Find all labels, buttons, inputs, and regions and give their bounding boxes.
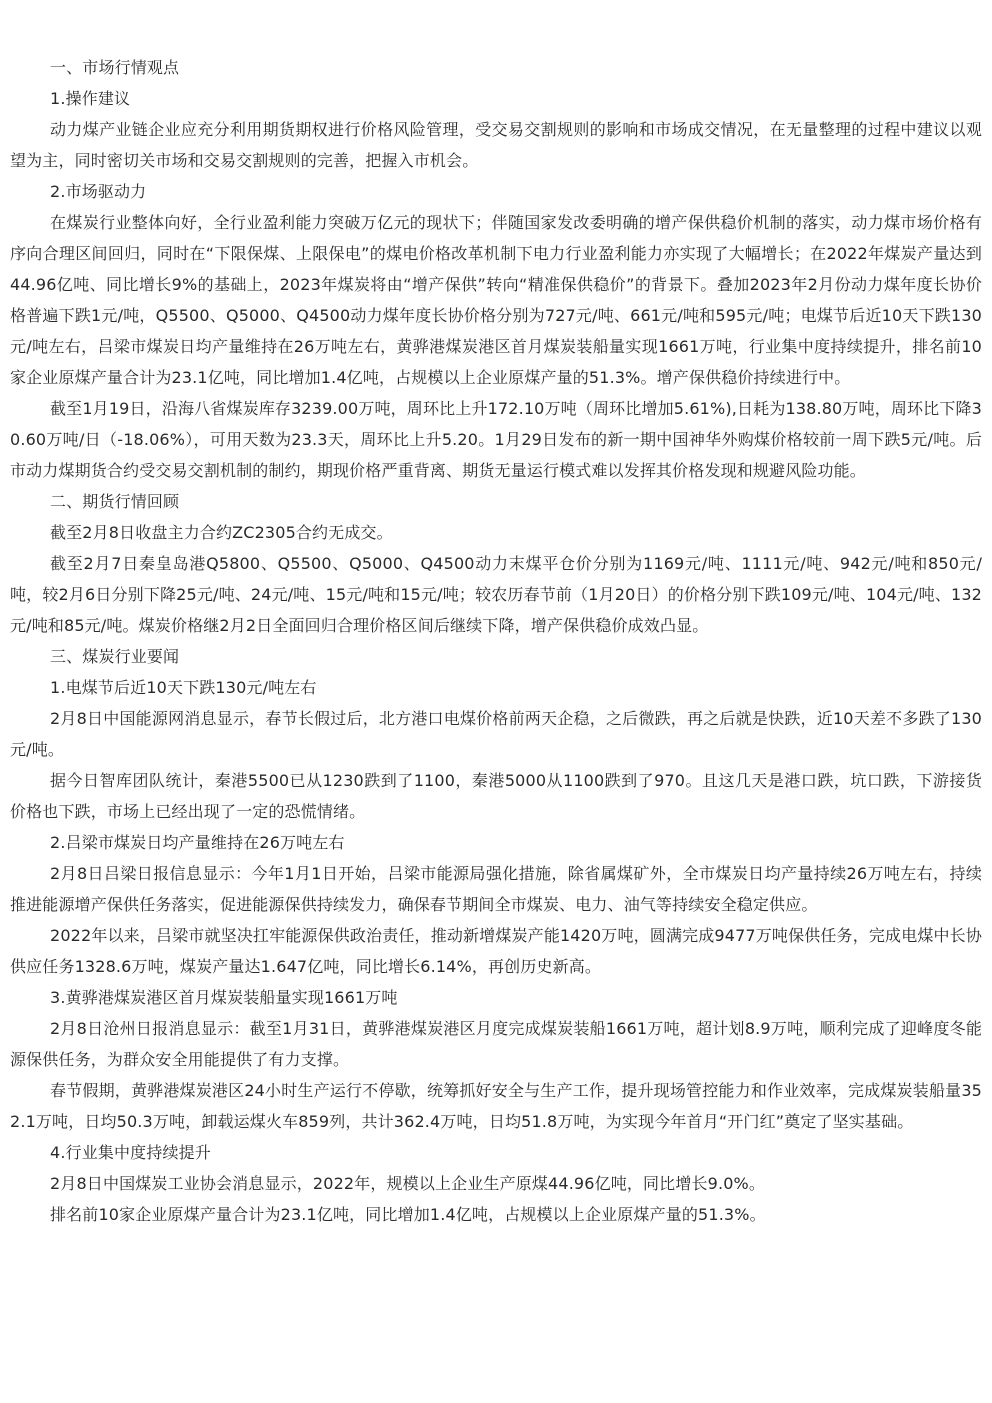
section-heading-futures-review: 二、期货行情回顾 — [50, 492, 180, 511]
subheading-news-3: 3.黄骅港煤炭港区首月煤炭装船量实现1661万吨 — [50, 988, 398, 1007]
paragraph-news-2a: 2月8日吕梁日报信息显示：今年1月1日开始，吕梁市能源局强化措施，除省属煤矿外，全市煤炭日均产量持续26万吨左右，持续推进能源增产保供任务落实，促进能源保供持续发力，确保春节期间全市煤炭、电力、油气等持续安全稳定供应。 — [10, 864, 982, 914]
paragraph-news-3b: 春节假期，黄骅港煤炭港区24小时生产运行不停歇，统筹抓好安全与生产工作，提升现场管控能力和作业效率，完成煤炭装船量352.1万吨，日均50.3万吨，卸载运煤火车859列，共计362.4万吨，日均51.8万吨，为实现今年首月“开门红”奠定了坚实基础。 — [10, 1081, 982, 1131]
subheading-operation-advice: 1.操作建议 — [50, 89, 131, 108]
paragraph-news-3a: 2月8日沧州日报消息显示：截至1月31日，黄骅港煤炭港区月度完成煤炭装船1661万吨，超计划8.9万吨，顺利完成了迎峰度冬能源保供任务，为群众安全用能提供了有力支撑。 — [10, 1019, 982, 1069]
subheading-news-4: 4.行业集中度持续提升 — [50, 1143, 211, 1162]
paragraph-market-drivers: 在煤炭行业整体向好，全行业盈利能力突破万亿元的现状下；伴随国家发改委明确的增产保供稳价机制的落实，动力煤市场价格有序向合理区间回归，同时在“下限保煤、上限保电”的煤电价格改革机制下电力行业盈利能力亦实现了大幅增长；在2022年煤炭产量达到44.96亿吨、同比增长9%的基础上，2023年煤炭将由“增产保供”转向“精准保供稳价”的背景下。叠加2023年2月份动力煤年度长协价格普遍下跌1元/吨，Q5500、Q5000、Q4500动力煤年度长协价格分别为727元/吨、661元/吨和595元/吨；电煤节后近10天下跌130元/吨左右，吕梁市煤炭日均产量维持在26万吨左右，黄骅港煤炭港区首月煤炭装船量实现1661万吨，行业集中度持续提升，排名前10家企业原煤产量合计为23.1亿吨，同比增加1.4亿吨，占规模以上企业原煤产量的51.3%。增产保供稳价持续进行中。 — [10, 213, 982, 387]
subheading-news-2: 2.吕梁市煤炭日均产量维持在26万吨左右 — [50, 833, 345, 852]
paragraph-news-1a: 2月8日中国能源网消息显示，春节长假过后，北方港口电煤价格前两天企稳，之后微跌，再之后就是快跌，近10天差不多跌了130元/吨。 — [10, 709, 982, 759]
paragraph-coastal-inventory: 截至1月19日，沿海八省煤炭库存3239.00万吨，周环比上升172.10万吨（周环比增加5.61%),日耗为138.80万吨，周环比下降30.60万吨/日（-18.06%），可用天数为23.3天，周环比上升5.20。1月29日发布的新一期中国神华外购煤价格较前一周下跌5元/吨。后市动力煤期货合约受交易交割机制的制约，期现价格严重背离、期货无量运行模式难以发挥其价格发现和规避风险功能。 — [10, 399, 982, 480]
subheading-news-1: 1.电煤节后近10天下跌130元/吨左右 — [50, 678, 317, 697]
paragraph-main-contract: 截至2月8日收盘主力合约ZC2305合约无成交。 — [50, 523, 393, 542]
subheading-market-drivers: 2.市场驱动力 — [50, 182, 147, 201]
paragraph-news-2b: 2022年以来，吕梁市就坚决扛牢能源保供政治责任，推动新增煤炭产能1420万吨，圆满完成9477万吨保供任务，完成电煤中长协供应任务1328.6万吨，煤炭产量达1.647亿吨，同比增长6.14%，再创历史新高。 — [10, 926, 982, 976]
section-heading-market-view: 一、市场行情观点 — [50, 58, 180, 77]
paragraph-news-1b: 据今日智库团队统计，秦港5500已从1230跌到了1100，秦港5000从1100跌到了970。且这几天是港口跌，坑口跌，下游接货价格也下跌，市场上已经出现了一定的恐慌情绪。 — [10, 771, 982, 821]
document-body — [10, 52, 982, 1230]
paragraph-news-4a: 2月8日中国煤炭工业协会消息显示，2022年，规模以上企业生产原煤44.96亿吨，同比增长9.0%。 — [50, 1174, 766, 1193]
paragraph-news-4b: 排名前10家企业原煤产量合计为23.1亿吨，同比增加1.4亿吨，占规模以上企业原煤产量的51.3%。 — [50, 1205, 766, 1224]
paragraph-operation-advice: 动力煤产业链企业应充分利用期货期权进行价格风险管理，受交易交割规则的影响和市场成交情况，在无量整理的过程中建议以观望为主，同时密切关市场和交易交割规则的完善，把握入市机会。 — [10, 120, 982, 170]
paragraph-qinhuangdao-prices: 截至2月7日秦皇岛港Q5800、Q5500、Q5000、Q4500动力末煤平仓价分别为1169元/吨、1111元/吨、942元/吨和850元/吨，较2月6日分别下降25元/吨、24元/吨、15元/吨和15元/吨；较农历春节前（1月20日）的价格分别下跌109元/吨、104元/吨、132元/吨和85元/吨。煤炭价格继2月2日全面回归合理价格区间后继续下降，增产保供稳价成效凸显。 — [10, 554, 982, 635]
section-heading-industry-news: 三、煤炭行业要闻 — [50, 647, 180, 666]
